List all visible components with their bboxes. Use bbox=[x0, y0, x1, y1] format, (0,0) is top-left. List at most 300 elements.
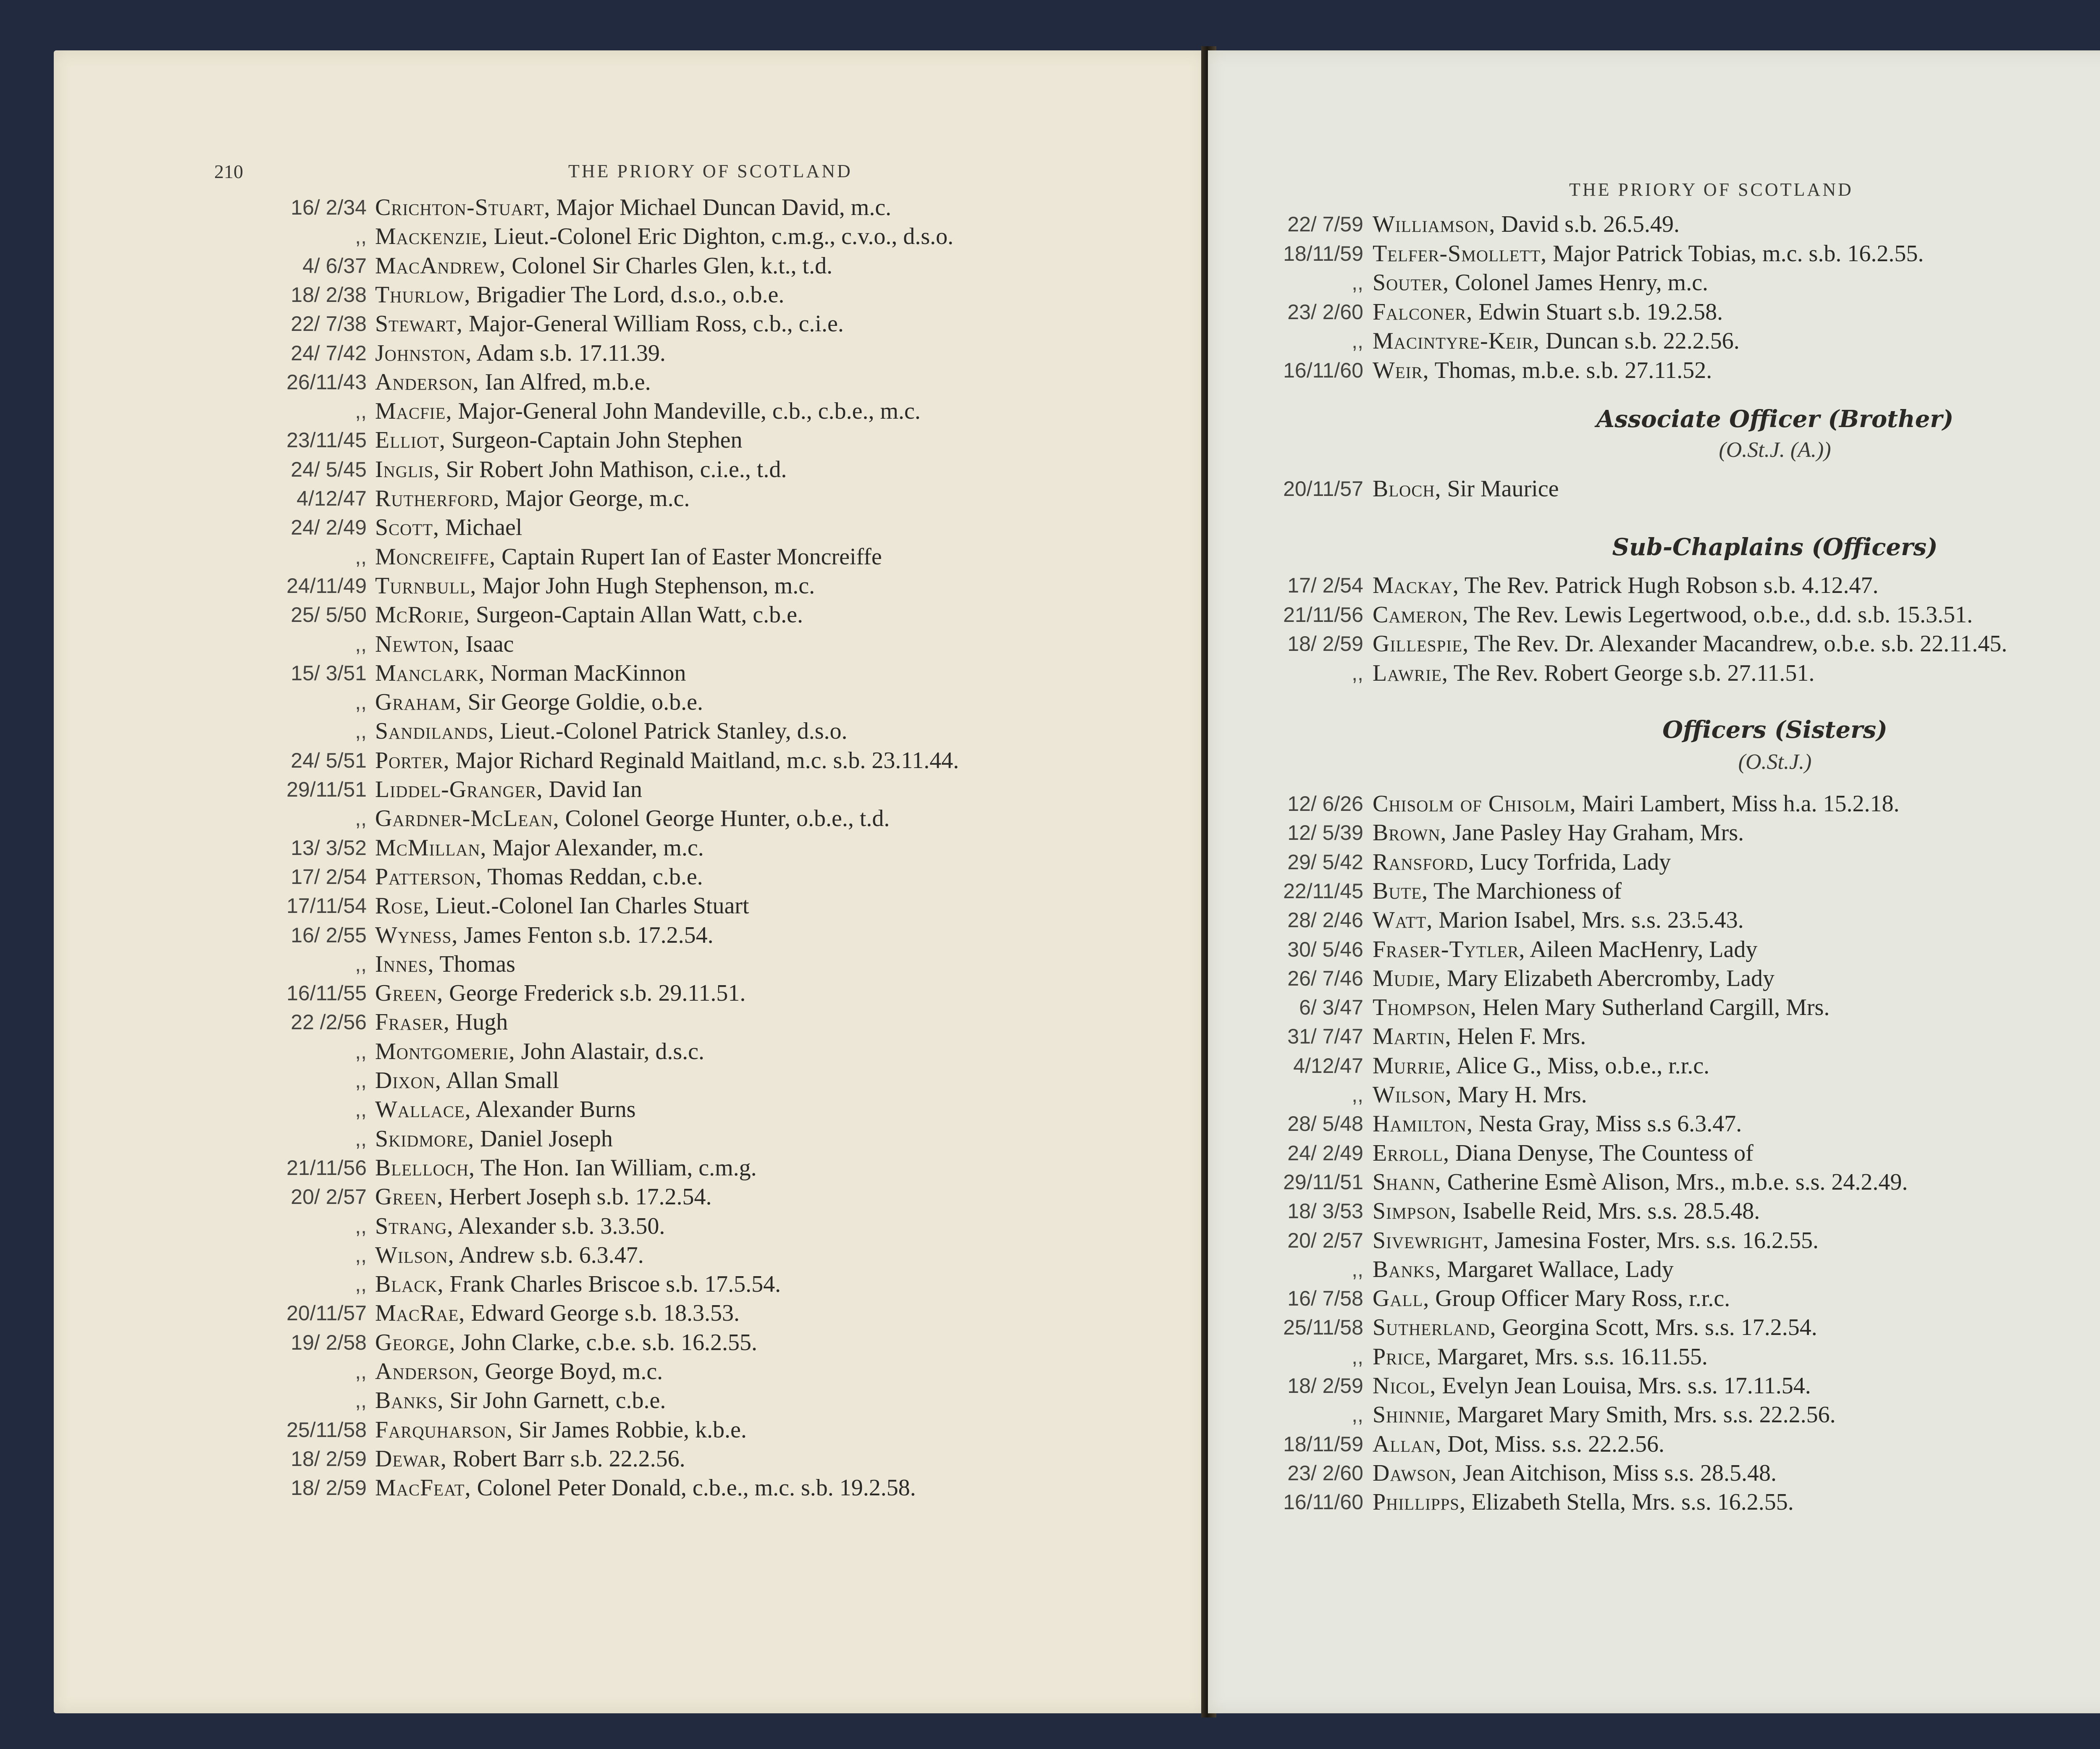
entry-text bbox=[1373, 993, 1830, 1022]
entry-text bbox=[375, 1386, 666, 1415]
entry-detail: Margaret, Mrs. s.s. 16.11.55. bbox=[1431, 1343, 1708, 1370]
entry-name: Macfie, bbox=[375, 398, 452, 425]
entry-detail: Major-General William Ross, c.b., c.i.e. bbox=[462, 311, 844, 337]
entry-detail: Major-General John Mandeville, c.b., c.b.e., m.c. bbox=[452, 398, 921, 425]
entry-date: ,, bbox=[355, 690, 367, 714]
entry-text bbox=[375, 834, 704, 862]
entry-text bbox=[375, 455, 787, 484]
entry-date: 22/ 7/38 bbox=[291, 312, 367, 336]
entry-date: 20/ 2/57 bbox=[1287, 1228, 1363, 1252]
entry-detail: The Hon. Ian William, c.m.g. bbox=[475, 1154, 757, 1181]
entry-detail: Major Patrick Tobias, m.c. s.b. 16.2.55. bbox=[1547, 240, 1924, 267]
entry-text bbox=[375, 1095, 636, 1124]
entry-text bbox=[1373, 1109, 1742, 1138]
entry-date: 24/ 5/51 bbox=[291, 748, 367, 772]
entry-name: Price, bbox=[1373, 1343, 1431, 1370]
entry-detail: Mairi Lambert, Miss h.a. 15.2.18. bbox=[1576, 791, 1900, 817]
entry-date: 29/ 5/42 bbox=[1287, 850, 1363, 874]
entry-text bbox=[375, 1474, 916, 1502]
entry-date: 24/ 5/45 bbox=[291, 457, 367, 481]
entry-name: Liddel-Granger, bbox=[375, 776, 543, 802]
entry-name: Weir, bbox=[1373, 357, 1429, 383]
entry-text bbox=[1373, 327, 1740, 355]
entry-detail: George Frederick s.b. 29.11.51. bbox=[443, 980, 746, 1007]
entry-date: ,, bbox=[355, 1039, 367, 1063]
entry-detail: Margaret Wallace, Lady bbox=[1441, 1256, 1674, 1282]
entry-detail: Hugh bbox=[449, 1009, 508, 1036]
entry-text bbox=[1373, 239, 1924, 268]
entry-text bbox=[375, 630, 514, 658]
entry-detail: Isabelle Reid, Mrs. s.s. 28.5.48. bbox=[1457, 1198, 1760, 1225]
entry-date: 26/ 7/46 bbox=[1287, 966, 1363, 990]
entry-detail: Sir James Robbie, k.b.e. bbox=[513, 1416, 747, 1443]
entry-name: Manclark, bbox=[375, 660, 485, 686]
entry-date: ,, bbox=[1352, 1345, 1363, 1369]
entry-text bbox=[375, 892, 749, 920]
entry-date: ,, bbox=[355, 1127, 367, 1151]
section-subheading-associate: (O.St.J. (A.)) bbox=[1719, 438, 1831, 462]
entry-detail: Lieut.-Colonel Ian Charles Stuart bbox=[430, 893, 749, 919]
entry-detail: Helen F. Mrs. bbox=[1451, 1023, 1586, 1050]
entry-date: ,, bbox=[1352, 661, 1363, 685]
entry-text bbox=[375, 1328, 757, 1357]
entry-name: Fraser, bbox=[375, 1009, 450, 1036]
entry-text bbox=[375, 1299, 740, 1327]
entry-name: Green, bbox=[375, 1184, 444, 1210]
entry-date: 31/ 7/47 bbox=[1287, 1025, 1363, 1049]
entry-detail: Andrew s.b. 6.3.47. bbox=[454, 1242, 644, 1268]
entry-text bbox=[375, 513, 522, 542]
entry-date: 24/11/49 bbox=[286, 574, 367, 598]
entry-name: Williamson, bbox=[1373, 211, 1496, 237]
entry-name: Moncreiffe, bbox=[375, 543, 496, 570]
entry-date: ,, bbox=[1352, 1257, 1363, 1281]
entry-detail: Robert Barr s.b. 22.2.56. bbox=[446, 1445, 685, 1472]
entry-detail: Lieut.-Colonel Eric Dighton, c.m.g., c.v.o., d.s.o. bbox=[488, 223, 954, 250]
entry-detail: Major Alexander, m.c. bbox=[486, 834, 704, 861]
entry-detail: David Ian bbox=[543, 776, 642, 802]
entry-detail: Major George, m.c. bbox=[499, 485, 690, 511]
entry-name: McMillan, bbox=[375, 834, 487, 861]
entry-date: 18/11/59 bbox=[1283, 1432, 1363, 1456]
entry-detail: Colonel Peter Donald, c.b.e., m.c. s.b. 19.2.58. bbox=[471, 1475, 916, 1501]
entry-detail: Alexander Burns bbox=[471, 1096, 636, 1123]
entry-date: 16/11/60 bbox=[1283, 358, 1363, 382]
entry-date: 15/ 3/51 bbox=[291, 661, 367, 685]
entry-text bbox=[1373, 1459, 1777, 1487]
entry-detail: Daniel Joseph bbox=[474, 1125, 613, 1152]
entry-name: Macintyre-Keir, bbox=[1373, 328, 1540, 354]
entry-date: 12/ 6/26 bbox=[1287, 792, 1363, 816]
entry-name: McRorie, bbox=[375, 602, 470, 628]
entry-detail: Ian Alfred, m.b.e. bbox=[479, 369, 651, 395]
entry-date: 18/ 2/59 bbox=[1287, 632, 1363, 656]
entry-detail: Brigadier The Lord, d.s.o., o.b.e. bbox=[470, 281, 785, 308]
entry-name: Bute, bbox=[1373, 878, 1428, 904]
entry-name: Brown, bbox=[1373, 820, 1447, 846]
entry-date: 19/ 2/58 bbox=[291, 1330, 367, 1354]
entry-text bbox=[375, 1445, 685, 1473]
entry-text bbox=[375, 281, 784, 309]
entry-name: Banks, bbox=[1373, 1256, 1441, 1282]
entry-text bbox=[375, 746, 959, 775]
section-heading-sisters: Officers (Sisters) bbox=[1662, 716, 1887, 744]
entry-name: Strang, bbox=[375, 1213, 454, 1239]
entry-name: Wallace, bbox=[375, 1096, 471, 1123]
entry-date: 20/ 2/57 bbox=[291, 1185, 367, 1209]
entry-text bbox=[375, 775, 642, 804]
entry-date: ,, bbox=[355, 1360, 367, 1383]
entry-text bbox=[1373, 600, 1973, 629]
entry-detail: David s.b. 26.5.49. bbox=[1495, 211, 1680, 237]
entry-date: ,, bbox=[355, 225, 367, 249]
entry-detail: The Rev. Robert George s.b. 27.11.51. bbox=[1448, 660, 1815, 686]
entry-date: 18/ 2/59 bbox=[291, 1447, 367, 1471]
entry-name: Elliot, bbox=[375, 427, 446, 454]
entry-date: 26/11/43 bbox=[286, 370, 367, 394]
entry-date: 22/ 7/59 bbox=[1287, 212, 1363, 236]
entry-date: 17/ 2/54 bbox=[1287, 574, 1363, 597]
entry-text bbox=[1373, 935, 1757, 964]
entry-text bbox=[375, 1416, 747, 1444]
entry-detail: Dot, Miss. s.s. 22.2.56. bbox=[1441, 1431, 1664, 1457]
entry-date: 25/11/58 bbox=[286, 1418, 367, 1442]
entry-name: Farquharson, bbox=[375, 1416, 513, 1443]
entry-date: ,, bbox=[355, 399, 367, 423]
entry-detail: Marion Isabel, Mrs. s.s. 23.5.43. bbox=[1433, 907, 1744, 933]
entry-date: 12/ 5/39 bbox=[1287, 821, 1363, 845]
entry-text bbox=[375, 804, 890, 833]
entry-text bbox=[1373, 210, 1680, 239]
entry-text bbox=[1373, 1022, 1586, 1051]
entry-detail: Sir Robert John Mathison, c.i.e., t.d. bbox=[440, 456, 787, 482]
entry-text bbox=[1373, 356, 1712, 385]
entry-name: Hamilton, bbox=[1373, 1111, 1473, 1137]
entry-text bbox=[375, 1008, 508, 1036]
entry-date: ,, bbox=[355, 1389, 367, 1413]
entry-text bbox=[1373, 1255, 1674, 1284]
entry-text bbox=[375, 1154, 757, 1182]
entry-date: 23/ 2/60 bbox=[1287, 300, 1363, 324]
entry-text bbox=[1373, 1080, 1587, 1109]
entry-detail: Frank Charles Briscoe s.b. 17.5.54. bbox=[444, 1271, 781, 1298]
entry-text bbox=[375, 1357, 663, 1386]
entry-detail: The Marchioness of bbox=[1428, 878, 1622, 904]
entry-detail: Sir Maurice bbox=[1441, 476, 1559, 502]
entry-text bbox=[375, 659, 686, 687]
entry-name: Shann, bbox=[1373, 1169, 1441, 1195]
entry-text bbox=[375, 368, 651, 396]
entry-date: 16/11/55 bbox=[286, 981, 367, 1005]
entry-text bbox=[1373, 1139, 1754, 1167]
entry-text bbox=[1373, 1371, 1811, 1400]
entry-detail: Evelyn Jean Louisa, Mrs. s.s. 17.11.54. bbox=[1436, 1373, 1811, 1399]
entry-date: 16/ 7/58 bbox=[1287, 1287, 1363, 1311]
entry-detail: Jamesina Foster, Mrs. s.s. 16.2.55. bbox=[1489, 1227, 1819, 1253]
section-subheading-sisters: (O.St.J.) bbox=[1738, 750, 1812, 774]
entry-date: ,, bbox=[355, 719, 367, 743]
entry-text bbox=[375, 543, 882, 571]
entry-date: ,, bbox=[1352, 271, 1363, 294]
entry-text bbox=[1373, 906, 1744, 934]
entry-detail: Mary Elizabeth Abercromby, Lady bbox=[1441, 965, 1775, 991]
entry-name: Phillipps, bbox=[1373, 1489, 1466, 1516]
entry-name: Johnston, bbox=[375, 340, 472, 366]
entry-text bbox=[375, 1125, 613, 1153]
entry-text bbox=[1373, 789, 1899, 818]
entry-detail: Colonel Sir Charles Glen, k.t., t.d. bbox=[506, 252, 833, 279]
entry-name: Blelloch, bbox=[375, 1154, 475, 1181]
entry-detail: Colonel George Hunter, o.b.e., t.d. bbox=[559, 805, 890, 832]
entry-name: Montgomerie, bbox=[375, 1038, 515, 1065]
entry-name: Souter, bbox=[1373, 270, 1449, 296]
entry-date: 4/12/47 bbox=[297, 487, 367, 510]
entry-name: Banks, bbox=[375, 1387, 444, 1414]
entry-detail: Jane Pasley Hay Graham, Mrs. bbox=[1446, 820, 1744, 846]
entry-text bbox=[1373, 1313, 1817, 1342]
entry-detail: Alice G., Miss, o.b.e., r.r.c. bbox=[1451, 1052, 1710, 1079]
entry-date: 28/ 2/46 bbox=[1287, 908, 1363, 932]
entry-detail: James Fenton s.b. 17.2.54. bbox=[458, 922, 714, 948]
entry-detail: Thomas, m.b.e. s.b. 27.11.52. bbox=[1429, 357, 1712, 383]
section-heading-associate: Associate Officer (Brother) bbox=[1596, 405, 1954, 433]
entry-text bbox=[375, 572, 815, 600]
entry-detail: George Boyd, m.c. bbox=[479, 1358, 663, 1385]
entry-text bbox=[1373, 877, 1622, 905]
entry-text bbox=[1373, 571, 1879, 600]
entry-date: 18/ 2/38 bbox=[291, 283, 367, 307]
entry-date: 28/ 5/48 bbox=[1287, 1112, 1363, 1136]
entry-date: 18/11/59 bbox=[1283, 241, 1363, 265]
entry-text bbox=[375, 397, 921, 425]
entry-date: 17/11/54 bbox=[286, 894, 367, 918]
entry-detail: Allan Small bbox=[441, 1067, 559, 1093]
entry-date: 29/11/51 bbox=[286, 778, 367, 801]
right-page bbox=[1208, 50, 2100, 1713]
page-number: 210 bbox=[214, 161, 243, 182]
entry-text bbox=[375, 921, 714, 949]
entry-name: Rose, bbox=[375, 893, 430, 919]
running-head: THE PRIORY OF SCOTLAND bbox=[1569, 179, 1853, 200]
entry-date: 16/ 2/55 bbox=[291, 923, 367, 947]
entry-date: 4/12/47 bbox=[1293, 1054, 1363, 1078]
entry-name: Crichton-Stuart, bbox=[375, 194, 551, 220]
entry-date: 20/11/57 bbox=[286, 1301, 367, 1325]
entry-detail: Elizabeth Stella, Mrs. s.s. 16.2.55. bbox=[1466, 1489, 1794, 1516]
entry-name: Bloch, bbox=[1373, 476, 1441, 502]
entry-detail: Margaret Mary Smith, Mrs. s.s. 22.2.56. bbox=[1451, 1402, 1836, 1428]
entry-text bbox=[1373, 1400, 1836, 1429]
entry-name: Rutherford, bbox=[375, 485, 500, 511]
entry-text bbox=[375, 1241, 644, 1269]
entry-name: Telfer-Smollett, bbox=[1373, 240, 1547, 267]
entry-detail: Surgeon-Captain Allan Watt, c.b.e. bbox=[470, 602, 803, 628]
entry-name: Anderson, bbox=[375, 369, 479, 395]
entry-name: MacAndrew, bbox=[375, 252, 506, 279]
entry-name: Black, bbox=[375, 1271, 444, 1298]
entry-date: 25/11/58 bbox=[1283, 1316, 1363, 1340]
entry-detail: Norman MacKinnon bbox=[485, 660, 686, 686]
entry-name: Erroll, bbox=[1373, 1140, 1450, 1166]
entry-detail: Alexander s.b. 3.3.50. bbox=[453, 1213, 665, 1239]
entry-text bbox=[1373, 475, 1559, 503]
entry-name: Wyness, bbox=[375, 922, 458, 948]
entry-text bbox=[1373, 1197, 1760, 1225]
entry-name: Shinnie, bbox=[1373, 1402, 1452, 1428]
entry-date: 24/ 2/49 bbox=[291, 516, 367, 540]
entry-name: Anderson, bbox=[375, 1358, 479, 1385]
entry-name: MacRae, bbox=[375, 1300, 465, 1327]
entry-name: Graham, bbox=[375, 689, 462, 716]
section-heading-subchaplains: Sub-Chaplains (Officers) bbox=[1612, 533, 1938, 561]
entry-name: Dawson, bbox=[1373, 1460, 1457, 1486]
entry-date: 25/ 5/50 bbox=[291, 603, 367, 627]
entry-text bbox=[375, 1066, 559, 1095]
entry-date: ,, bbox=[1352, 329, 1363, 353]
entry-date: 4/ 6/37 bbox=[302, 254, 367, 278]
entry-date: ,, bbox=[1352, 1083, 1363, 1107]
entry-detail: Diana Denyse, The Countess of bbox=[1449, 1140, 1754, 1166]
entry-text bbox=[375, 717, 848, 745]
entry-date: ,, bbox=[355, 1214, 367, 1238]
left-page bbox=[54, 50, 1207, 1713]
entry-date: 22/11/45 bbox=[1283, 879, 1363, 903]
entry-detail: Lieut.-Colonel Patrick Stanley, d.s.o. bbox=[494, 718, 848, 745]
entry-name: Newton, bbox=[375, 631, 460, 657]
entry-date: 18/ 3/53 bbox=[1287, 1199, 1363, 1223]
entry-text bbox=[1373, 1168, 1908, 1196]
entry-name: Green, bbox=[375, 980, 444, 1007]
entry-text bbox=[1373, 818, 1744, 847]
entry-name: Ransford, bbox=[1373, 849, 1475, 875]
entry-date: 22 /2/56 bbox=[291, 1010, 367, 1034]
entry-name: Mackenzie, bbox=[375, 223, 488, 250]
entry-date: 20/11/57 bbox=[1283, 477, 1363, 501]
entry-detail: Georgina Scott, Mrs. s.s. 17.2.54. bbox=[1496, 1314, 1817, 1341]
entry-name: Cameron, bbox=[1373, 601, 1469, 628]
entry-text bbox=[375, 600, 803, 629]
entry-text bbox=[1373, 1343, 1708, 1371]
entry-text bbox=[375, 484, 690, 513]
entry-date: 24/ 7/42 bbox=[291, 341, 367, 365]
entry-text bbox=[1373, 1051, 1709, 1080]
entry-name: Sandilands, bbox=[375, 718, 494, 745]
entry-detail: John Alastair, d.s.c. bbox=[515, 1038, 704, 1065]
entry-detail: Surgeon-Captain John Stephen bbox=[445, 427, 743, 454]
entry-detail: Sir George Goldie, o.b.e. bbox=[462, 689, 704, 716]
entry-date: ,, bbox=[355, 1272, 367, 1296]
entry-detail: Aileen MacHenry, Lady bbox=[1525, 936, 1758, 962]
entry-text bbox=[1373, 268, 1708, 297]
entry-name: MacFeat, bbox=[375, 1475, 471, 1501]
entry-text bbox=[375, 1037, 704, 1066]
entry-detail: Jean Aitchison, Miss s.s. 28.5.48. bbox=[1457, 1460, 1777, 1486]
entry-date: ,, bbox=[355, 1243, 367, 1267]
entry-date: ,, bbox=[355, 807, 367, 831]
entry-detail: Catherine Esmè Alison, Mrs., m.b.e. s.s. 24.2.49. bbox=[1441, 1169, 1908, 1195]
entry-detail: The Rev. Dr. Alexander Macandrew, o.b.e. s.b. 22.11.45. bbox=[1469, 631, 2008, 657]
entry-text bbox=[1373, 659, 1814, 687]
entry-text bbox=[375, 339, 666, 367]
entry-date: 21/11/56 bbox=[1283, 603, 1363, 627]
entry-detail: Lucy Torfrida, Lady bbox=[1474, 849, 1671, 875]
entry-detail: Herbert Joseph s.b. 17.2.54. bbox=[443, 1184, 712, 1210]
entry-date: 17/ 2/54 bbox=[291, 865, 367, 889]
entry-text bbox=[375, 950, 515, 978]
entry-date: ,, bbox=[355, 1098, 367, 1122]
entry-name: Fraser-Tytler, bbox=[1373, 936, 1525, 962]
entry-detail: Edward George s.b. 18.3.53. bbox=[465, 1300, 740, 1327]
entry-text bbox=[375, 1212, 665, 1240]
entry-date: ,, bbox=[355, 632, 367, 656]
entry-date: 23/ 2/60 bbox=[1287, 1461, 1363, 1485]
entry-text bbox=[375, 193, 891, 222]
entry-name: Dixon, bbox=[375, 1067, 441, 1093]
entry-text bbox=[1373, 629, 2007, 658]
entry-name: Wilson, bbox=[375, 1242, 454, 1268]
entry-name: Murrie, bbox=[1373, 1052, 1452, 1079]
entry-name: Porter, bbox=[375, 747, 450, 774]
entry-date: ,, bbox=[355, 952, 367, 976]
entry-detail: Thomas bbox=[434, 951, 515, 977]
entry-date: 24/ 2/49 bbox=[1287, 1141, 1363, 1165]
entry-date: 13/ 3/52 bbox=[291, 836, 367, 860]
entry-name: Gall, bbox=[1373, 1285, 1430, 1312]
entry-text bbox=[375, 979, 746, 1007]
entry-detail: The Rev. Patrick Hugh Robson s.b. 4.12.47. bbox=[1459, 572, 1879, 598]
entry-detail: Thomas Reddan, c.b.e. bbox=[482, 863, 703, 890]
entry-name: Patterson, bbox=[375, 863, 482, 890]
entry-name: Stewart, bbox=[375, 311, 463, 337]
entry-name: Skidmore, bbox=[375, 1125, 475, 1152]
entry-date: ,, bbox=[355, 545, 367, 569]
entry-name: Mackay, bbox=[1373, 572, 1459, 598]
entry-detail: Helen Mary Sutherland Cargill, Mrs. bbox=[1476, 994, 1830, 1021]
entry-date: 18/ 2/59 bbox=[291, 1476, 367, 1500]
entry-name: Nicol, bbox=[1373, 1373, 1436, 1399]
entry-name: Gillespie, bbox=[1373, 631, 1469, 657]
entry-text bbox=[375, 863, 703, 891]
entry-name: George, bbox=[375, 1329, 456, 1356]
entry-detail: Michael bbox=[439, 514, 522, 541]
entry-detail: Major Richard Reginald Maitland, m.c. s.b. 23.11.44. bbox=[449, 747, 959, 774]
entry-name: Inglis, bbox=[375, 456, 440, 482]
entry-name: Allan, bbox=[1373, 1431, 1442, 1457]
entry-name: Martin, bbox=[1373, 1023, 1452, 1050]
entry-name: Simpson, bbox=[1373, 1198, 1457, 1225]
entry-date: 18/ 2/59 bbox=[1287, 1374, 1363, 1398]
entry-name: Turnbull, bbox=[375, 572, 477, 599]
entry-text bbox=[1373, 1284, 1730, 1313]
entry-date: ,, bbox=[355, 1069, 367, 1092]
entry-detail: Adam s.b. 17.11.39. bbox=[472, 340, 666, 366]
entry-text bbox=[1373, 1226, 1819, 1255]
entry-detail: Edwin Stuart s.b. 19.2.58. bbox=[1473, 299, 1723, 325]
entry-text bbox=[375, 252, 832, 280]
entry-name: Thurlow, bbox=[375, 281, 471, 308]
entry-name: Watt, bbox=[1373, 907, 1433, 933]
entry-detail: Nesta Gray, Miss s.s 6.3.47. bbox=[1473, 1111, 1742, 1137]
entry-detail: John Clarke, c.b.e. s.b. 16.2.55. bbox=[455, 1329, 758, 1356]
entry-name: Wilson, bbox=[1373, 1082, 1452, 1108]
entry-date: 29/11/51 bbox=[1283, 1170, 1363, 1194]
entry-text bbox=[1373, 1488, 1794, 1516]
entry-text bbox=[375, 1270, 781, 1298]
entry-name: Thompson, bbox=[1373, 994, 1477, 1021]
entry-text bbox=[375, 222, 953, 251]
entry-name: Scott, bbox=[375, 514, 439, 541]
entry-name: Chisolm of Chisolm, bbox=[1373, 791, 1576, 817]
